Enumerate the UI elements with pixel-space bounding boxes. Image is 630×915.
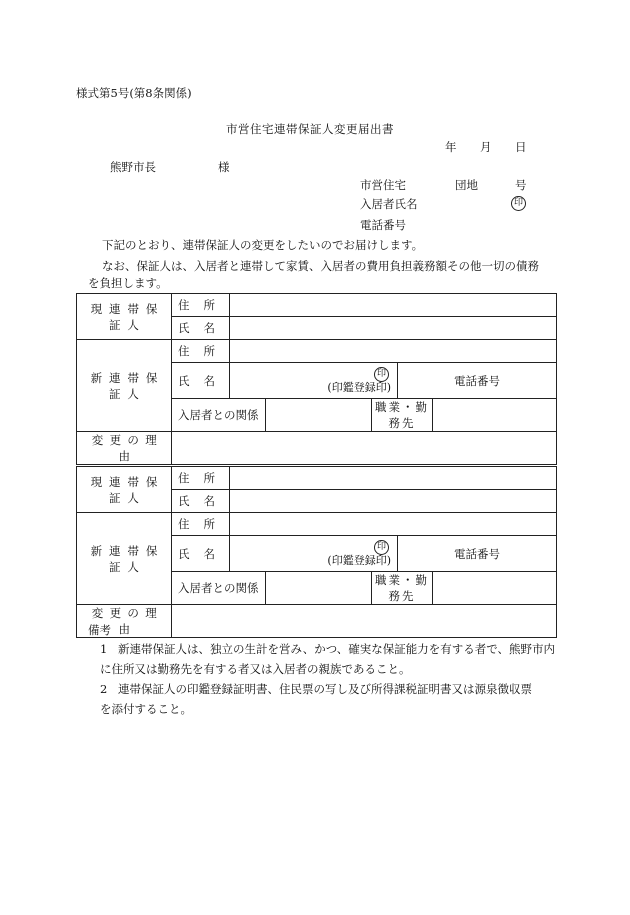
note-2-number: 2 xyxy=(100,682,108,696)
occupation-field[interactable] xyxy=(433,572,557,605)
seal-stamp-icon: 印 xyxy=(511,196,526,211)
new-guarantor-address-field[interactable] xyxy=(230,340,557,363)
room-number-label: 号 xyxy=(515,178,527,192)
current-guarantor-name-field[interactable] xyxy=(230,317,557,340)
current-guarantor-label: 現連帯保証人 xyxy=(77,467,172,513)
notes-heading: 備考 xyxy=(88,623,111,637)
guarantor-table-2 xyxy=(76,466,557,638)
new-guarantor-name-field[interactable] xyxy=(230,363,398,399)
current-guarantor-name-field[interactable] xyxy=(230,490,557,513)
name-label: 氏 名 xyxy=(172,317,230,340)
occupation-label: 職業・勤務先 xyxy=(372,399,433,432)
form-number: 様式第5号(第8条関係) xyxy=(76,86,192,100)
body-paragraph-2-line-2: を負担します。 xyxy=(88,276,168,290)
date-year-label: 年 xyxy=(445,140,457,154)
relationship-label: 入居者との関係 xyxy=(172,399,266,432)
phone-label: 電話番号 xyxy=(398,363,557,399)
current-guarantor-label: 現連帯保証人 xyxy=(77,294,172,340)
relationship-label: 入居者との関係 xyxy=(172,572,266,605)
name-label: 氏 名 xyxy=(172,536,230,572)
relationship-field[interactable] xyxy=(266,399,372,432)
seal-stamp-icon: 印 xyxy=(374,540,389,555)
resident-name-label: 入居者氏名 xyxy=(360,197,418,211)
addressee-mayor: 熊野市長 xyxy=(110,160,156,174)
seal-registered-note: (印鑑登録印) xyxy=(327,381,391,394)
body-paragraph-2-line-1: なお、保証人は、入居者と連帯して家賃、入居者の費用負担義務額その他一切の債務 xyxy=(102,259,539,273)
name-label: 氏 名 xyxy=(172,490,230,513)
occupation-label: 職業・勤務先 xyxy=(372,572,433,605)
new-guarantor-label: 新連帯保証人 xyxy=(77,513,172,605)
address-label: 住 所 xyxy=(172,294,230,317)
date-day-label: 日 xyxy=(515,140,527,154)
note-1-number: 1 xyxy=(100,642,108,656)
address-label: 住 所 xyxy=(172,513,230,536)
complex-label: 団地 xyxy=(455,178,478,192)
name-label: 氏 名 xyxy=(172,363,230,399)
current-guarantor-address-field[interactable] xyxy=(230,294,557,317)
new-guarantor-address-field[interactable] xyxy=(230,513,557,536)
occupation-field[interactable] xyxy=(433,399,557,432)
reason-label: 変更の理由 xyxy=(77,605,172,638)
seal-registered-note: (印鑑登録印) xyxy=(327,554,391,567)
note-1-text: 新連帯保証人は、独立の生計を営み、かつ、確実な保証能力を有する者で、熊野市内に住所又は勤務先を有する者又は入居者の親族であること。 xyxy=(100,642,555,677)
reason-field[interactable] xyxy=(172,432,557,465)
reason-label: 変更の理由 xyxy=(77,432,172,465)
note-2-text: 連帯保証人の印鑑登録証明書、住民票の写し及び所得課税証明書又は源泉徴収票を添付すること。 xyxy=(100,682,532,717)
reason-field[interactable] xyxy=(172,605,557,638)
housing-label: 市営住宅 xyxy=(360,178,406,192)
body-paragraph-1: 下記のとおり、連帯保証人の変更をしたいのでお届けします。 xyxy=(102,238,424,252)
addressee-honorific: 様 xyxy=(218,160,230,174)
new-guarantor-label: 新連帯保証人 xyxy=(77,340,172,432)
date-month-label: 月 xyxy=(480,140,492,154)
form-title: 市営住宅連帯保証人変更届出書 xyxy=(226,122,394,136)
phone-label: 電話番号 xyxy=(398,536,557,572)
new-guarantor-name-field[interactable] xyxy=(230,536,398,572)
phone-label: 電話番号 xyxy=(360,218,406,232)
guarantor-table-1 xyxy=(76,293,557,465)
seal-stamp-icon: 印 xyxy=(374,367,389,382)
current-guarantor-address-field[interactable] xyxy=(230,467,557,490)
address-label: 住 所 xyxy=(172,340,230,363)
relationship-field[interactable] xyxy=(266,572,372,605)
address-label: 住 所 xyxy=(172,467,230,490)
